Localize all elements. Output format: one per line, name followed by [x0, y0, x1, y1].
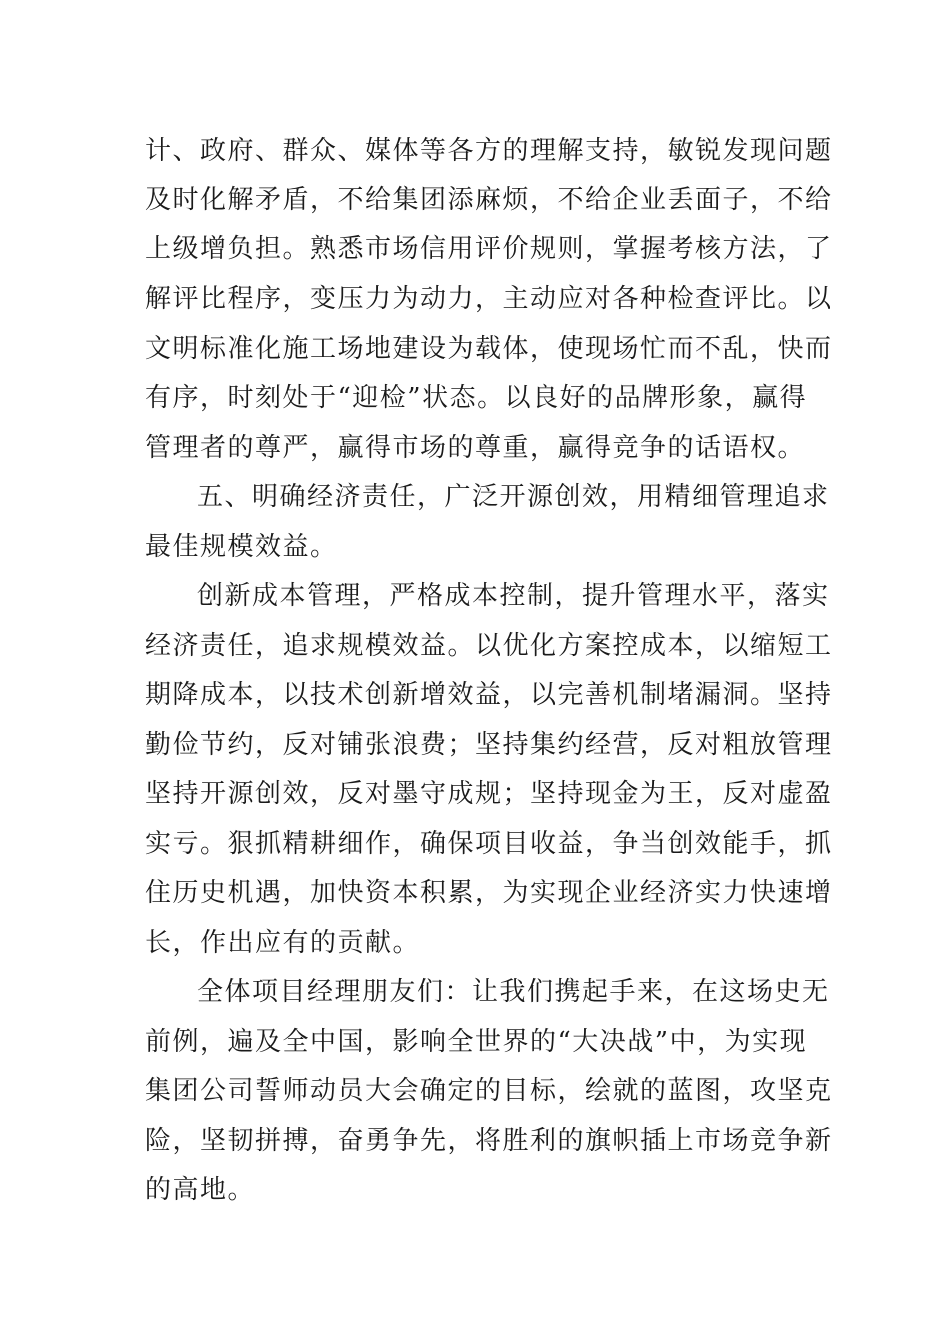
text-line: 及时化解矛盾，不给集团添麻烦，不给企业丢面子，不给: [145, 185, 833, 215]
text-line: 的高地。: [145, 1175, 256, 1205]
section-heading-line: 五、明确经济责任，广泛开源创效，用精细管理追求: [197, 482, 830, 512]
text-line: 创新成本管理，严格成本控制，提升管理水平，落实: [197, 581, 830, 611]
text-line: 勤俭节约，反对铺张浪费；坚持集约经营，反对粗放管理: [145, 730, 833, 760]
text-line: 全体项目经理朋友们：让我们携起手来，在这场史无: [197, 977, 830, 1007]
section-heading-line: 最佳规模效益。: [145, 532, 338, 562]
text-line: 计、政府、群众、媒体等各方的理解支持，敏锐发现问题: [145, 136, 833, 166]
text-line: 文明标准化施工场地建设为载体，使现场忙而不乱，快而: [145, 334, 833, 364]
text-line: 实亏。狠抓精耕细作，确保项目收益，争当创效能手，抓: [145, 829, 833, 859]
text-line: 上级增负担。熟悉市场信用评价规则，掌握考核方法，了: [145, 234, 833, 264]
text-line: 期降成本，以技术创新增效益，以完善机制堵漏洞。坚持: [145, 680, 833, 710]
text-line: 经济责任，追求规模效益。以优化方案控成本，以缩短工: [145, 631, 833, 661]
text-line: 住历史机遇，加快资本积累，为实现企业经济实力快速增: [145, 878, 833, 908]
text-line: 长，作出应有的贡献。: [145, 928, 421, 958]
text-line: 管理者的尊严，赢得市场的尊重，赢得竞争的话语权。: [145, 433, 806, 463]
text-line: 集团公司誓师动员大会确定的目标，绘就的蓝图，攻坚克: [145, 1076, 833, 1106]
text-line: 有序，时刻处于“迎检”状态。以良好的品牌形象，赢得: [145, 383, 808, 413]
text-line: 解评比程序，变压力为动力，主动应对各种检查评比。以: [145, 284, 833, 314]
text-line: 险，坚韧拼搏，奋勇争先，将胜利的旗帜插上市场竞争新: [145, 1126, 833, 1156]
text-line: 坚持开源创效，反对墨守成规；坚持现金为王，反对虚盈: [145, 779, 833, 809]
text-line: 前例，遍及全中国，影响全世界的“大决战”中，为实现: [145, 1027, 808, 1057]
